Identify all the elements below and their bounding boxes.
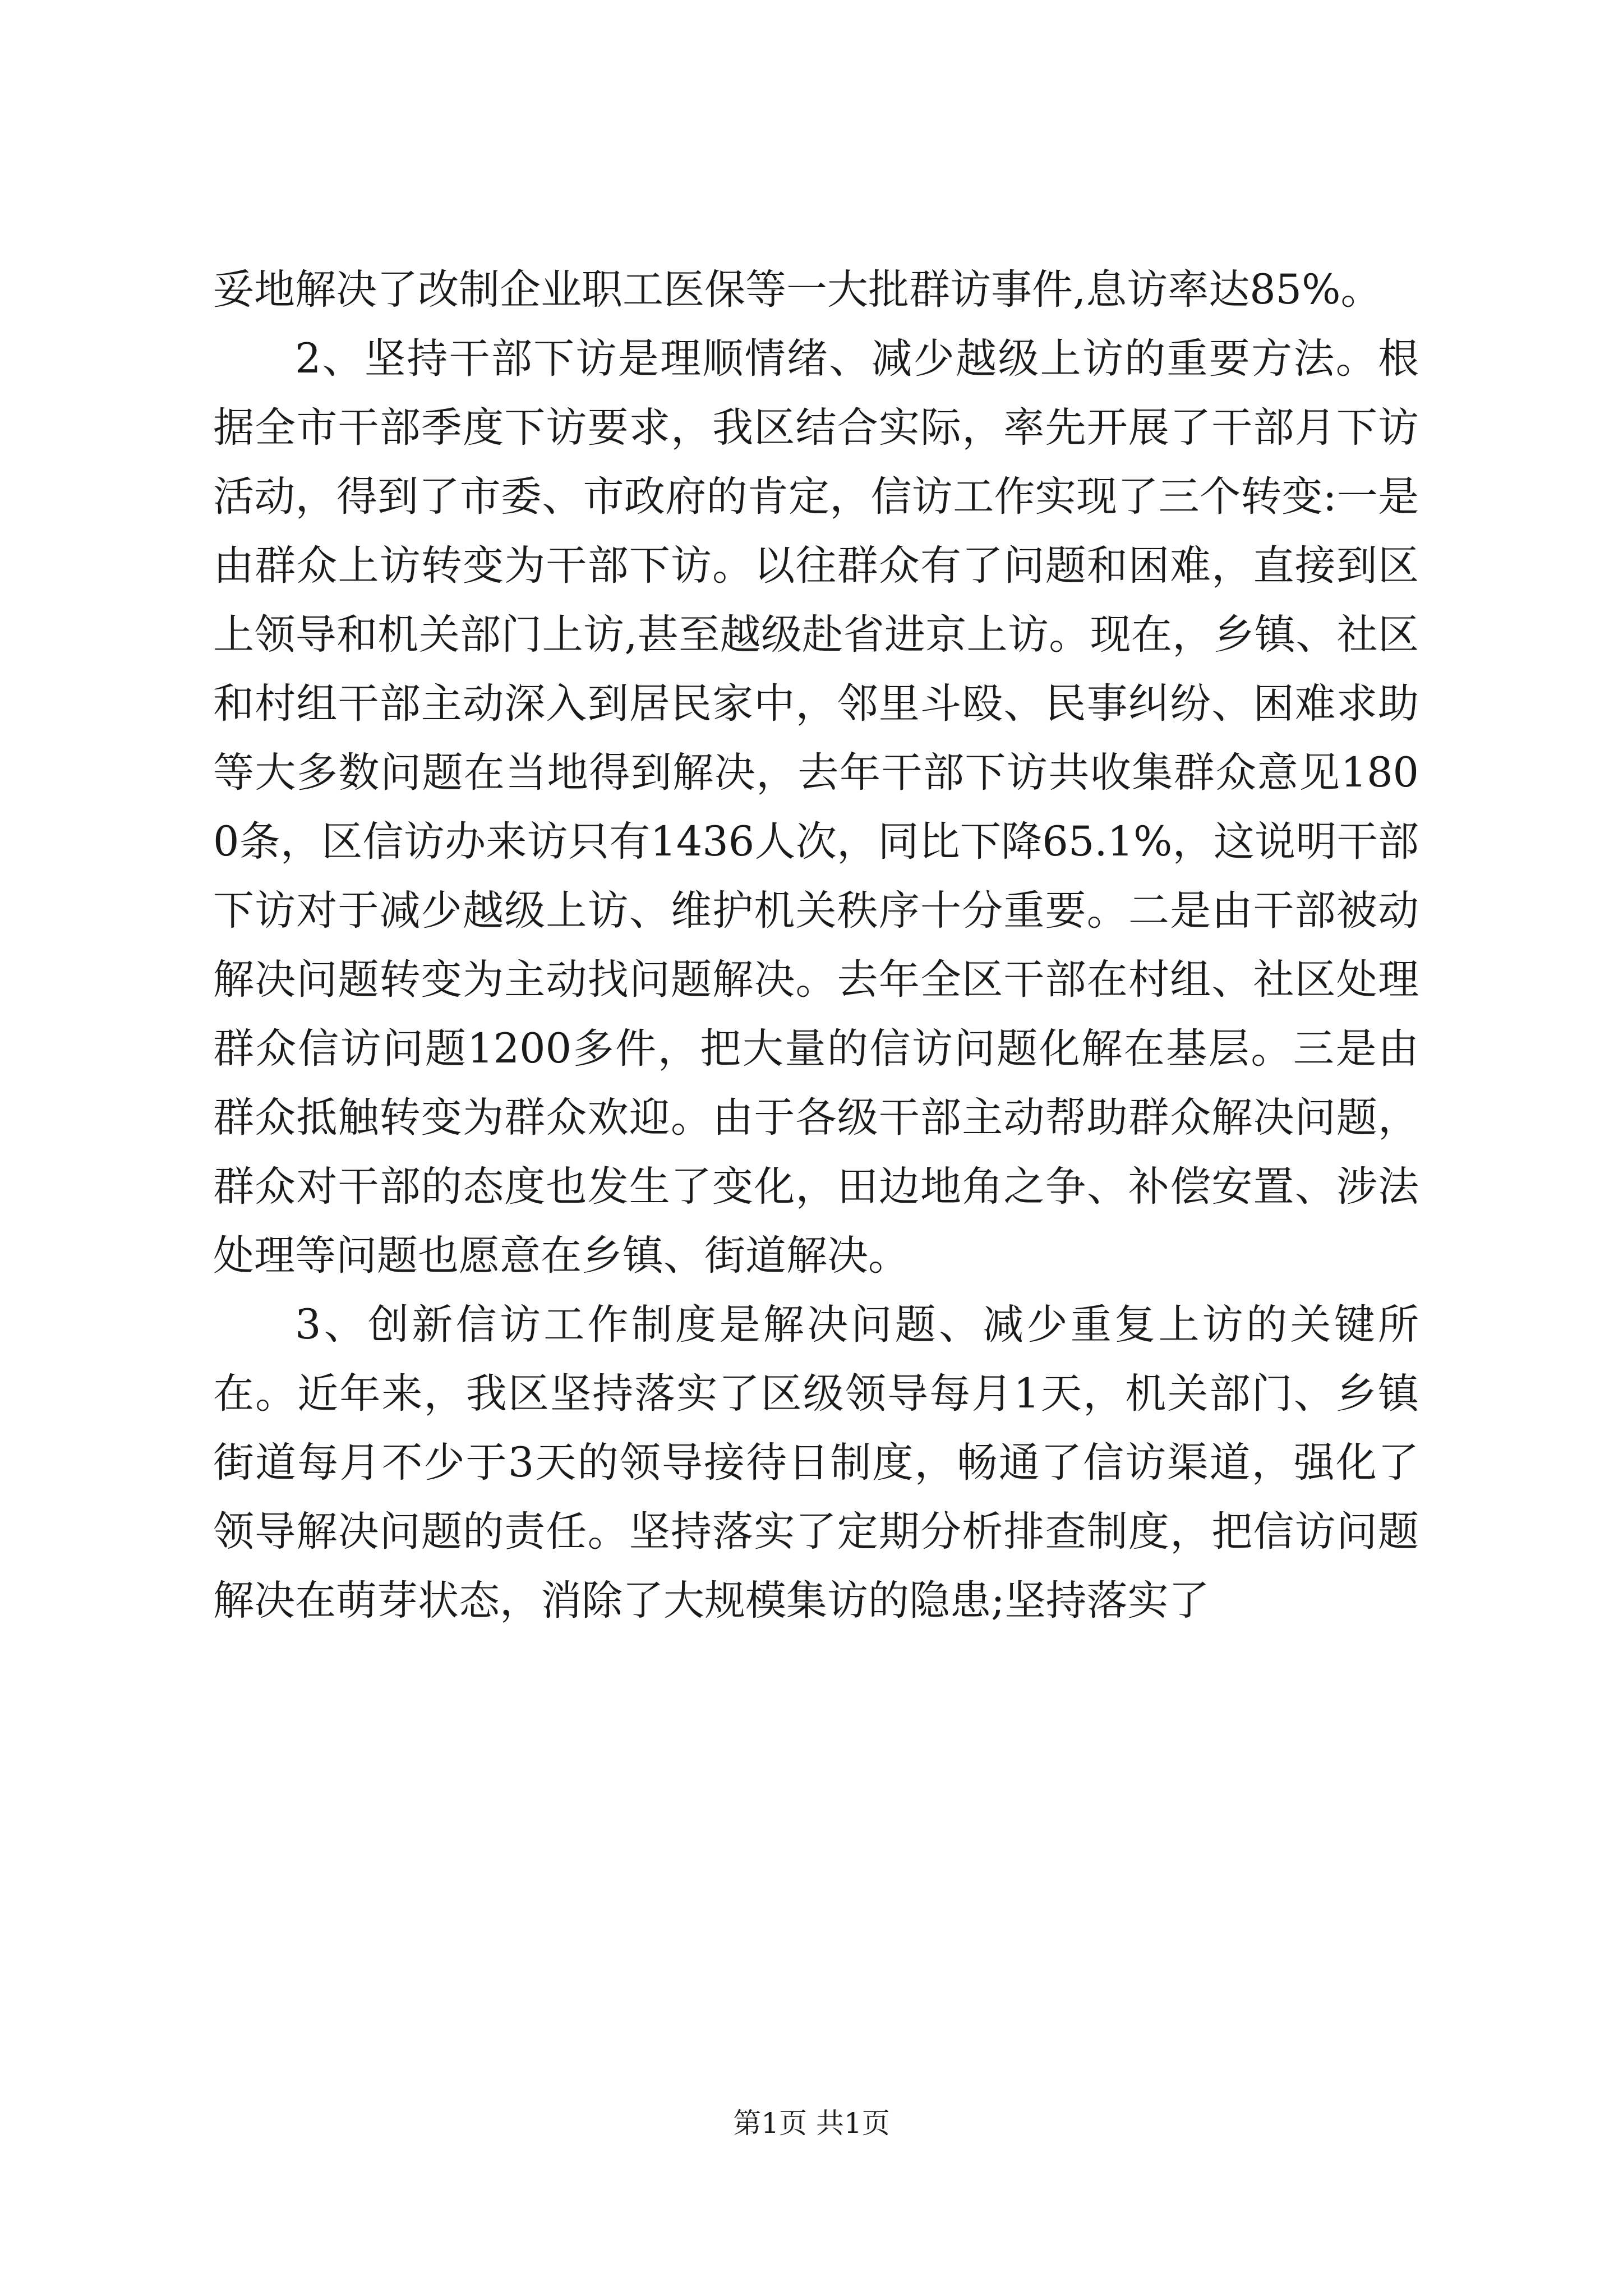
paragraph-cadre-visits: 2、坚持干部下访是理顺情绪、减少越级上访的重要方法。根据全市干部季度下访要求，我区结合实际，率先开展了干部月下访活动，得到了市委、市政府的肯定，信访工作实现了三个转变:一是由群众上访转变为干部下访。以往群众有了问题和困难，直接到区上领导和机关部门上访,甚至越级赴省进京上访。现在，乡镇、社区和村组干部主动深入到居民家中，邻里斗殴、民事纠纷、困难求助等大多数问题在当地得到解决，去年干部下访共收集群众意见1800条，区信访办来访只有1436人次，同比下降65.1%，这说明干部下访对于减少越级上访、维护机关秩序十分重要。二是由干部被动解决问题转变为主动找问题解决。去年全区干部在村组、社区处理群众信访问题1200多件，把大量的信访问题化解在基层。三是由群众抵触转变为群众欢迎。由于各级干部主动帮助群众解决问题，群众对干部的态度也发生了变化，田边地角之争、补偿安置、涉法处理等问题也愿意在乡镇、街道解决。 xyxy=(213,335,1419,1280)
page-footer xyxy=(0,2106,1623,2140)
paragraph-continuation: 妥地解决了改制企业职工医保等一大批群访事件,息访率达85%。 xyxy=(213,266,1382,314)
page-number-label: 第1页 共1页 xyxy=(733,2107,890,2139)
paragraph-petition-system: 3、创新信访工作制度是解决问题、减少重复上访的关键所在。近年来，我区坚持落实了区级领导每月1天，机关部门、乡镇街道每月不少于3天的领导接待日制度，畅通了信访渠道，强化了领导解决问题的责任。坚持落实了定期分析排查制度，把信访问题解决在萌芽状态，消除了大规模集访的隐患;坚持落实了 xyxy=(213,1301,1419,1625)
document-body xyxy=(213,255,1419,1635)
